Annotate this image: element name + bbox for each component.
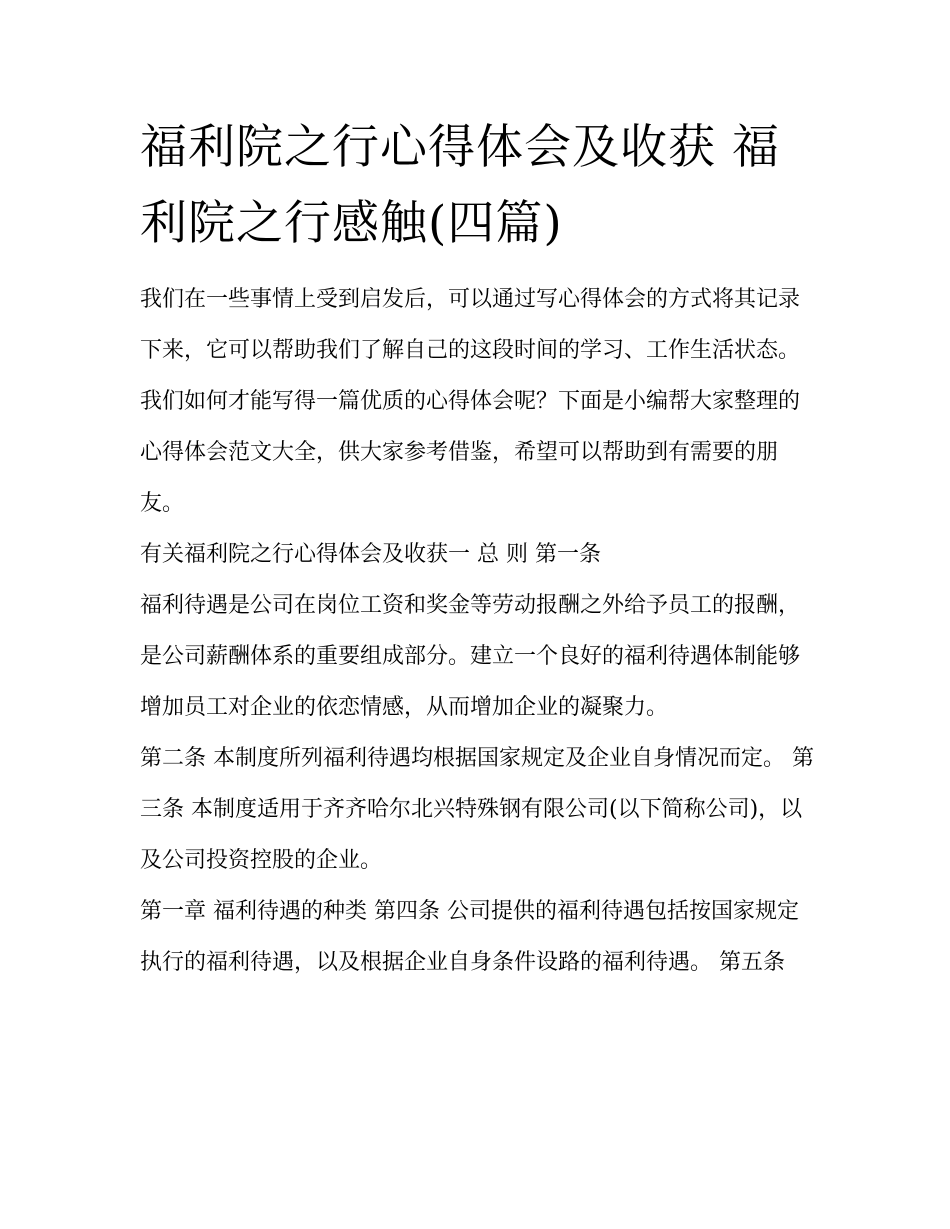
paragraph-chapter-1: 第一章 福利待遇的种类 第四条 公司提供的福利待遇包括按国家规定执行的福利待遇，以及根据企业自身条件设路的福利待遇。 第五条 xyxy=(140,899,799,975)
document-title: 福利院之行心得体会及收获 福利院之行感触(四篇) xyxy=(140,120,780,251)
paragraph-articles-2-3: 第二条 本制度所列福利待遇均根据国家规定及企业自身情况而定。 第三条 本制度适用于齐齐哈尔北兴特殊钢有限公司(以下简称公司)，以及公司投资控股的企业。 xyxy=(140,746,814,873)
document-page xyxy=(140,110,820,988)
paragraph-article-1: 福利待遇是公司在岗位工资和奖金等劳动报酬之外给予员工的报酬，是公司薪酬体系的重要组成部分。建立一个良好的福利待遇体制能够增加员工对企业的依恋情感，从而增加企业的凝聚力。 xyxy=(140,593,801,720)
paragraph-section-heading: 有关福利院之行心得体会及收获一 总 则 第一条 xyxy=(140,542,601,567)
paragraph-intro: 我们在一些事情上受到启发后，可以通过写心得体会的方式将其记录下来，它可以帮助我们了解自己的这段时间的学习、工作生活状态。我们如何才能写得一篇优质的心得体会呢？下面是小编帮大家整理的心得体会范文大全，供大家参考借鉴，希望可以帮助到有需要的朋友。 xyxy=(140,287,801,516)
